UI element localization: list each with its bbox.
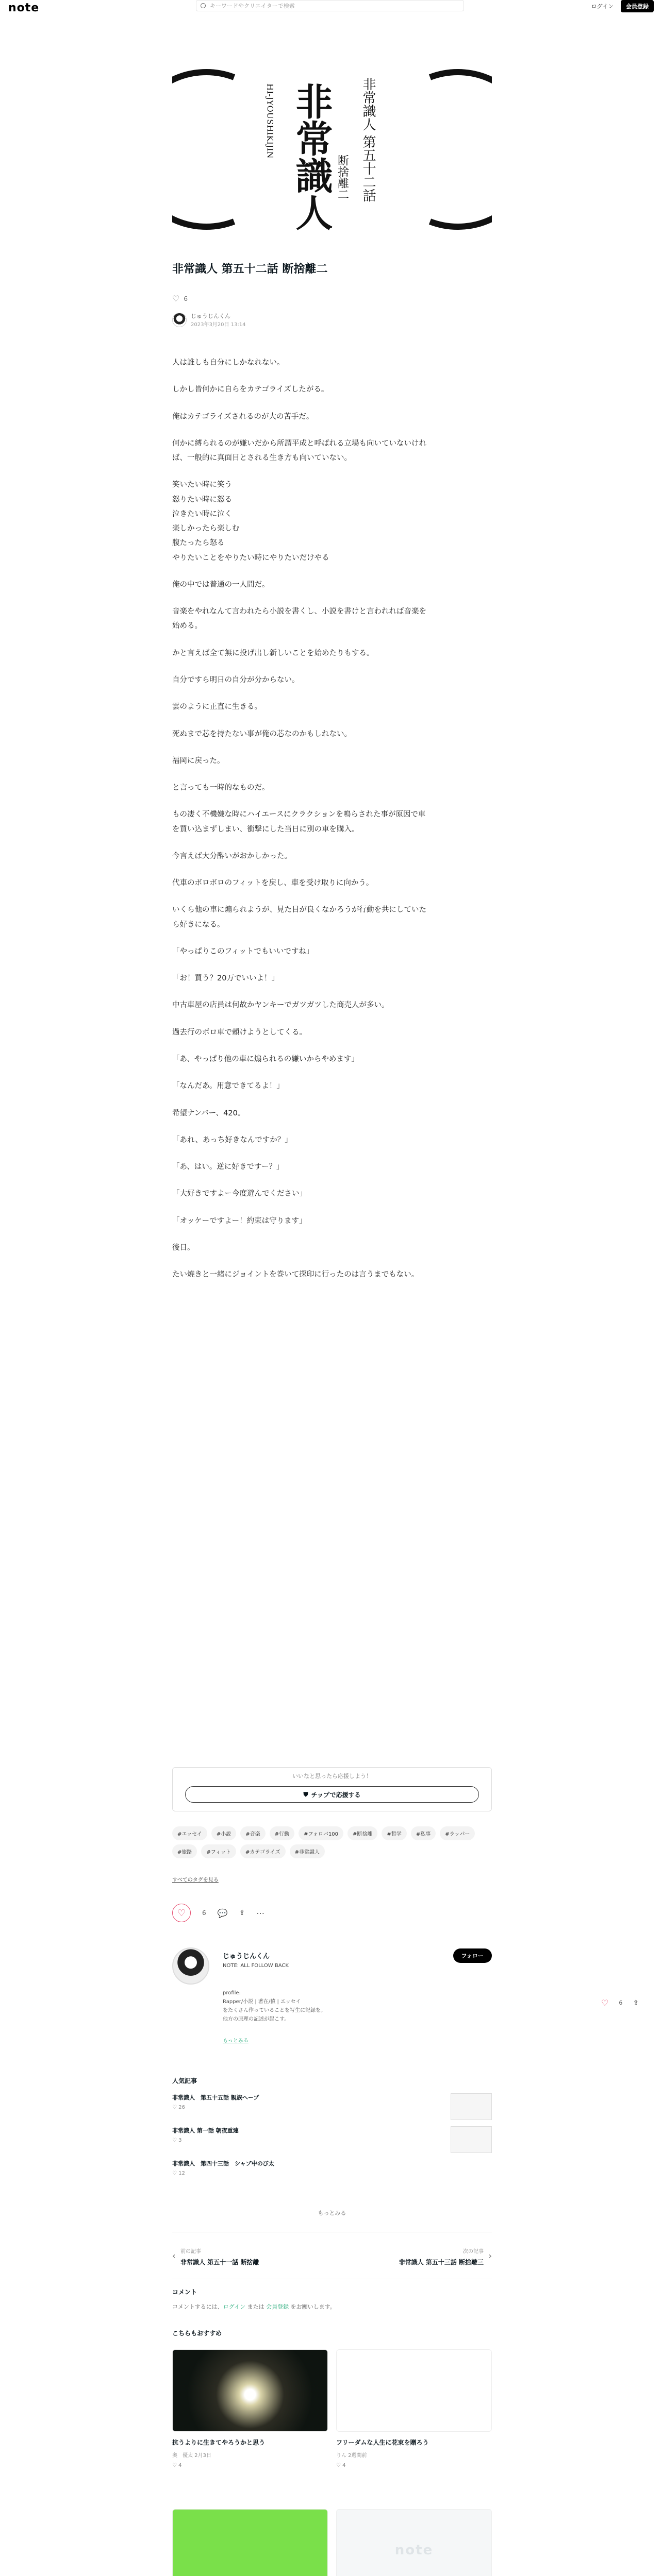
- popular-item[interactable]: [172, 2159, 492, 2192]
- follow-button[interactable]: フォロー: [453, 1948, 492, 1963]
- body-paragraph: 「オッケーですよー！約束は守ります」: [172, 1216, 307, 1225]
- tag-chip[interactable]: #断捨離: [347, 1826, 377, 1840]
- body-paragraph: と言っても一時的なものだ。: [172, 784, 270, 792]
- body-paragraph: 「あれ、あっち好きなんですか？」: [172, 1136, 292, 1144]
- recommend-card-title: フリーダムな人生に花束を贈ろう: [336, 2439, 429, 2446]
- tip-icon: ⛊: [303, 1790, 308, 1798]
- creator-tagline: NOTE: ALL FOLLOW BACK: [223, 1963, 289, 1969]
- eyecatch-image: [172, 46, 492, 252]
- body-paragraph: 自分ですら明日の自分が分からない。: [172, 675, 300, 684]
- body-paragraph: いくら他の車に煽られようが、見た目が良くなかろうが行動を共にしていた ら好きになる。: [172, 906, 426, 929]
- recommend-card[interactable]: [172, 2349, 328, 2499]
- body-paragraph: 人は誰しも自分にしかなれない。: [172, 359, 285, 367]
- share-icon[interactable]: ⇪: [239, 1909, 245, 1917]
- popular-see-more[interactable]: もっとみる: [318, 2210, 346, 2216]
- heart-icon[interactable]: ♡: [172, 2463, 179, 2468]
- heart-icon[interactable]: ♡: [336, 2463, 343, 2468]
- body-paragraph: 過去行のボロ車で頼けようとしてくる。: [172, 1028, 307, 1037]
- more-icon[interactable]: ⋯: [256, 1908, 265, 1918]
- tag-chip[interactable]: #ラッパー: [440, 1826, 475, 1840]
- support-label: いいなと思ったら応援しよう！: [292, 1773, 372, 1780]
- popular-item[interactable]: [172, 2093, 492, 2126]
- tag-chip[interactable]: #エッセイ: [172, 1826, 207, 1840]
- prev-article-link[interactable]: [180, 2247, 259, 2266]
- body-paragraph: かと言えば全て無に投げ出し新しいことを始めたりもする。: [172, 649, 374, 657]
- popular-item-likes: ♡ 3: [172, 2138, 182, 2143]
- side-share-icon[interactable]: ⇪: [633, 1998, 639, 2007]
- tag-chip[interactable]: #カテゴライズ: [240, 1844, 286, 1858]
- tag-chip[interactable]: #音楽: [240, 1826, 265, 1840]
- tag-chip[interactable]: #私事: [411, 1826, 436, 1840]
- support-box: [172, 1767, 492, 1811]
- body-paragraph: 笑いたい時に笑う 怒りたい時に怒る 泣きたい時に泣く 楽しかったら楽しむ 腹たったら怒る やりたいことをやりたい時にやりたいだけやる: [172, 481, 329, 562]
- body-paragraph: 死ぬまで芯を持たない事が俺の芯なのかもしれない。: [172, 730, 352, 738]
- body-paragraph: 「大好きですよー今度遊んでください」: [172, 1190, 307, 1198]
- publish-date: 2023年3月20日 13:14: [191, 322, 246, 328]
- popular-articles: [172, 2076, 492, 2192]
- recommend-card[interactable]: [336, 2509, 492, 2576]
- side-like-count: 6: [619, 1999, 623, 2006]
- creator-profile: profile: Rapper/小説 | 著在/猿 | エッセイ をたくさん作っていることを写生に記録を。 他方の原理の記述が起こす。: [223, 1990, 326, 2022]
- big-title-text: 非常識人: [289, 82, 334, 231]
- comment-icon[interactable]: 💬: [217, 1908, 228, 1918]
- body-paragraph: 今言えば大分酔いがおかしかった。: [172, 852, 292, 860]
- body-paragraph: 雲のように正直に生きる。: [172, 703, 262, 711]
- body-paragraph: しかし皆何かに自らをカテゴライズしたがる。: [172, 385, 329, 394]
- author-avatar[interactable]: [172, 313, 187, 327]
- tag-chip[interactable]: #非常識人: [290, 1844, 325, 1858]
- next-title: 非常識人 第五十三話 断捨離三: [399, 2259, 484, 2266]
- popular-item[interactable]: [172, 2126, 492, 2159]
- all-tags-link[interactable]: すべてのタグを見る: [172, 1877, 219, 1883]
- sub-title2-text: 断捨離二: [336, 155, 349, 200]
- recommend-heading: こちらもおすすめ: [172, 2330, 222, 2337]
- body-paragraph: 「あ、やっぱり他の車に煽られるの嫌いからやめます」: [172, 1055, 359, 1063]
- creator-more-link[interactable]: もっとみる: [223, 2038, 249, 2044]
- recommend-card-image: [336, 2349, 492, 2432]
- body-paragraph: 代車のボロボロのフィットを戻し、車を受け取りに向かう。: [172, 879, 374, 888]
- popular-item-thumb: [451, 2126, 492, 2153]
- tag-list: [172, 1826, 492, 1858]
- recommend-card[interactable]: [336, 2349, 492, 2499]
- comment-signup-link[interactable]: 会員登録: [266, 2303, 289, 2310]
- body-paragraph: 何かに縛られるのが嫌いだから所謂平成と呼ばれる立場も向いていないけれ ば、一般的に真面目とされる生き方も向いていない。: [172, 439, 426, 463]
- tag-chip[interactable]: #哲学: [382, 1826, 406, 1840]
- comment-heading: コメント: [172, 2289, 197, 2296]
- tag-chip[interactable]: #行動: [270, 1826, 294, 1840]
- body-paragraph: 「やっぱりこのフィットでもいいですね」: [172, 947, 314, 956]
- author-meta: [172, 312, 246, 328]
- recommend-card-image: [172, 2509, 328, 2576]
- article-navigation: [172, 2232, 492, 2279]
- body-paragraph: 俺の中では普通の一人間だ。: [172, 580, 270, 589]
- side-like-widget: [601, 1998, 639, 2008]
- body-paragraph: たい焼きと一緒にジョイントを巻いて探印に行ったのは言うまでもない。: [172, 1270, 419, 1279]
- top-right-actions: [591, 0, 654, 12]
- author-name[interactable]: じゅうじんくん: [191, 313, 230, 319]
- eyecatch-svg: [172, 46, 492, 252]
- next-label: 次の記事: [463, 2249, 484, 2255]
- tag-chip[interactable]: #フォロバ100: [299, 1826, 343, 1840]
- recommend-card-image: [336, 2509, 492, 2576]
- article-body: [172, 355, 492, 1294]
- body-paragraph: 中古車屋の店員は何故かヤンキーでガツガツした商売人が多い。: [172, 1001, 389, 1010]
- popular-item-thumb: [451, 2093, 492, 2120]
- recommend-card-meta: 奥 優太 2月3日: [172, 2453, 211, 2459]
- popular-heading: 人気記事: [172, 2077, 197, 2084]
- top-bar: [0, 0, 662, 15]
- popular-item-title: 非常識人 第四十三話 シャブ中のび太: [172, 2160, 274, 2167]
- tip-button-label: チップで応援する: [311, 1791, 361, 1799]
- prev-label: 前の記事: [180, 2249, 201, 2255]
- body-paragraph: 俺はカテゴライズされるのが大の苦手だ。: [172, 412, 314, 421]
- prev-title: 非常識人 第五十一話 断捨離: [180, 2259, 259, 2266]
- recommend-card-likes: ♡ 4: [336, 2463, 346, 2468]
- like-count-bottom: 6: [202, 1909, 206, 1917]
- search-placeholder: キーワードやクリエイターで検索: [210, 3, 295, 9]
- popular-item-likes: ♡ 12: [172, 2171, 185, 2176]
- chevron-right-icon[interactable]: ›: [488, 2251, 492, 2261]
- tag-chip[interactable]: #小説: [211, 1826, 236, 1840]
- side-heart-icon[interactable]: ♡: [601, 1998, 609, 2008]
- search-input[interactable]: [196, 0, 464, 11]
- recommend-section: [172, 2329, 492, 2558]
- popular-item-title: 非常識人 第一話 朝夜重連: [172, 2127, 239, 2134]
- comment-prompt: コメントするには、ログイン または 会員登録 をお願いします。: [172, 2303, 336, 2310]
- top-like-row: [172, 294, 188, 303]
- body-paragraph: 「あ、はい。逆に好きですー？」: [172, 1163, 284, 1172]
- note-logo[interactable]: note: [8, 1, 40, 14]
- action-row: [172, 1904, 492, 1922]
- note-placeholder-logo: note: [394, 2543, 434, 2558]
- body-paragraph: 後日。: [172, 1243, 195, 1252]
- tag-chip[interactable]: #旅路: [172, 1844, 197, 1858]
- recommend-card-likes: ♡ 4: [172, 2463, 182, 2468]
- recommend-card-title: 抗うよりに生きてやろうかと思う: [172, 2439, 266, 2446]
- recommend-card-image: [172, 2349, 328, 2432]
- tip-button[interactable]: [185, 1786, 479, 1803]
- romaji-text: HI-JYOUSHIKIJIN: [265, 83, 275, 159]
- popular-item-likes: ♡ 26: [172, 2105, 185, 2110]
- like-count: 6: [184, 295, 188, 302]
- popular-item-title: 非常識人 第五十五話 親族ヘープ: [172, 2094, 259, 2101]
- article-title: 非常識人 第五十二話 断捨離二: [172, 263, 328, 276]
- creator-avatar[interactable]: [172, 1947, 209, 1985]
- body-paragraph: 「お！買う？20万でいいよ！」: [172, 974, 279, 983]
- recommend-card[interactable]: [172, 2509, 328, 2576]
- comment-login-link[interactable]: ログイン: [223, 2303, 246, 2310]
- body-paragraph: 福岡に戻った。: [172, 756, 225, 765]
- like-button[interactable]: ♡: [172, 1904, 191, 1922]
- body-paragraph: 希望ナンバー、420。: [172, 1109, 245, 1117]
- signup-button[interactable]: 会員登録: [621, 0, 654, 12]
- recommend-card-meta: りん 2週間前: [336, 2453, 367, 2459]
- search-icon: [201, 3, 206, 8]
- body-paragraph: 「なんだあ。用意できてるよ！」: [172, 1082, 284, 1091]
- heart-outline-icon[interactable]: ♡: [172, 294, 180, 303]
- chevron-left-icon[interactable]: ‹: [172, 2251, 176, 2261]
- comment-section: [172, 2287, 492, 2311]
- next-article-link[interactable]: [399, 2247, 484, 2266]
- creator-name[interactable]: じゅうじんくん: [223, 1953, 270, 1960]
- tag-chip[interactable]: #フィット: [201, 1844, 236, 1858]
- body-paragraph: もの凄く不機嫌な時にハイエースにクラクションを鳴らされた事が原因で車 を買い込まずしまい、衝撃にした当日に別の車を購入。: [172, 810, 426, 834]
- sub-title-text: 非常識人 第五十二話: [360, 77, 376, 202]
- login-link[interactable]: ログイン: [591, 3, 614, 10]
- body-paragraph: 音楽をやれなんて言われたら小説を書くし、小説を書けと言われれば音楽を 始める。: [172, 607, 426, 631]
